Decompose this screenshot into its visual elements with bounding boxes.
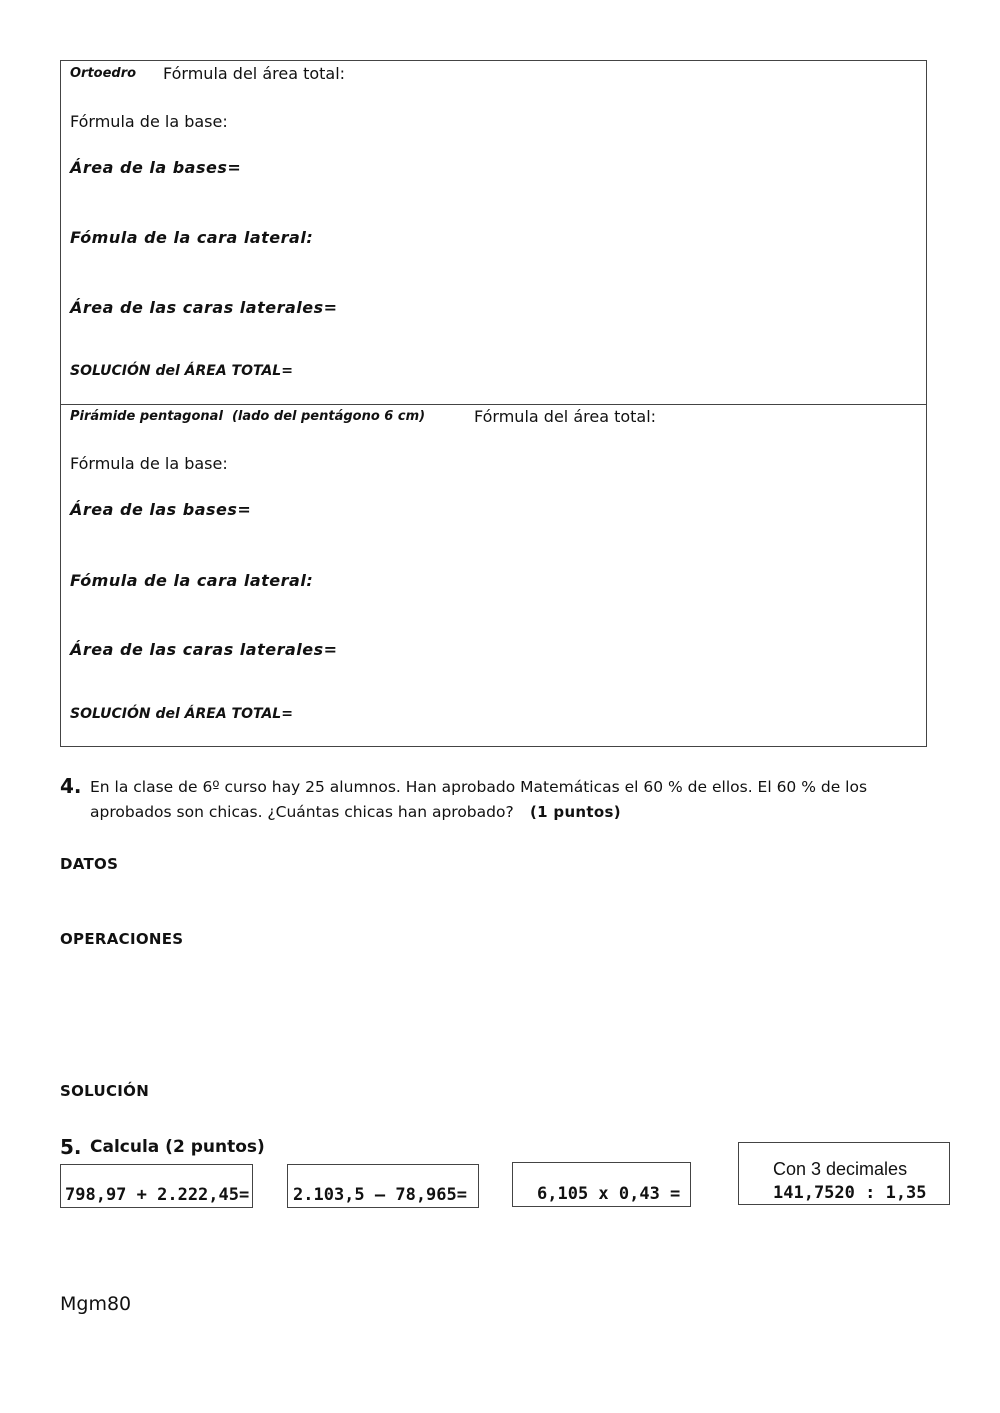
ortoedro-area-base: Área de la bases= (70, 158, 242, 177)
ortoedro-formula-lateral: Fómula de la cara lateral: (70, 228, 314, 247)
calc-box-4 (738, 1142, 950, 1205)
calc-box-1 (60, 1164, 253, 1208)
q5-number: 5. (60, 1135, 82, 1159)
q4-line2: aprobados son chicas. ¿Cuántas chicas han aprobado? (90, 803, 514, 821)
q5-title: Calcula (2 puntos) (90, 1137, 265, 1157)
piramide-title: Pirámide pentagonal (lado del pentágono 6 cm) (70, 409, 426, 424)
piramide-solucion: SOLUCIÓN del ÁREA TOTAL= (70, 706, 293, 722)
q4-datos: DATOS (60, 855, 119, 873)
calc-box-3 (512, 1162, 691, 1207)
piramide-formula-base: Fórmula de la base: (70, 454, 228, 473)
ortoedro-formula-total: Fórmula del área total: (163, 64, 346, 83)
piramide-area-laterales: Área de las caras laterales= (70, 640, 338, 659)
q4-points: (1 puntos) (530, 803, 621, 821)
ortoedro-title: Ortoedro (70, 66, 137, 81)
q4-solucion: SOLUCIÓN (60, 1082, 150, 1100)
ortoedro-area-laterales: Área de las caras laterales= (70, 298, 338, 317)
calc-note: Con 3 decimales (773, 1159, 908, 1179)
calc-op-2: 2.103,5 – 78,965= (293, 1185, 467, 1205)
piramide-formula-total: Fórmula del área total: (474, 407, 657, 426)
q4-operaciones: OPERACIONES (60, 930, 184, 948)
calc-box-2 (287, 1164, 479, 1208)
q4-line1: En la clase de 6º curso hay 25 alumnos. Han aprobado Matemáticas el 60 % de ellos. El 60 % de los (90, 778, 868, 796)
calc-op-3: 6,105 x 0,43 = (537, 1184, 681, 1204)
piramide-area-base: Área de las bases= (70, 500, 252, 519)
ortoedro-solucion: SOLUCIÓN del ÁREA TOTAL= (70, 363, 293, 379)
ortoedro-formula-base: Fórmula de la base: (70, 112, 228, 131)
calc-op-4: 141,7520 : 1,35 (773, 1183, 927, 1203)
calc-op-1: 798,97 + 2.222,45= (65, 1185, 250, 1205)
footer-code: Mgm80 (60, 1293, 132, 1315)
q4-number: 4. (60, 774, 82, 798)
piramide-formula-lateral: Fómula de la cara lateral: (70, 571, 314, 590)
